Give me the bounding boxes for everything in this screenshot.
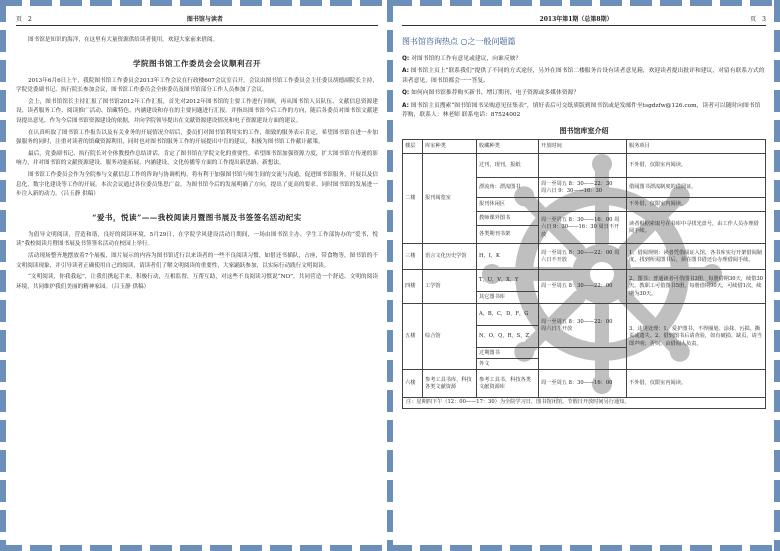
border-left: [0, 0, 6, 551]
right-page: [402, 14, 766, 539]
article2-paragraph: 为倡导文明阅读，营造和谐，良好的阅读环境，5月29日，在学院学风建设活动月期间，一场由图书馆主办、学生工作部协办的“爱书，悦读”我校阅读月暨图书展及书签签名活动在校园上举行。: [16, 231, 378, 248]
faq-question: [402, 89, 766, 98]
hours-cell: [539, 304, 627, 348]
hours-cell: 周一至周五 8：30——22：00: [539, 270, 627, 304]
service-cell: 1、借阅规则：读者凭借阅证入馆，各书库实行开架借阅制度，找到所需图书后，须在图书借还台办理借阅手续。: [627, 244, 766, 270]
library-rooms-table: [402, 139, 766, 398]
collection-cell: T，U，V，X，Y: [477, 270, 539, 292]
hours-cell: 周一至周五 8：30——16：00 周六日 9：30——16：30 周日不开放: [539, 212, 627, 244]
room-cell: 报刊阅览室: [423, 154, 477, 244]
hours-cell: [539, 154, 627, 178]
table-row: [403, 244, 766, 270]
border-middle: [387, 0, 393, 551]
left-page: [16, 14, 378, 539]
answer-text: 图书馆主页搜索“图书馆图书采购意见征集表”，填好表后可交纸质版到图书馆或是发邮件至tsgdzfw@126.com，读者可以随时向图书馆荐购，联系人：林老师 联系电话：87524002: [402, 102, 761, 119]
service-cell: 读者根据索取号在书库中寻找光盘号，由工作人员办理借阅手续。: [627, 212, 766, 244]
faq-answer: [402, 102, 766, 121]
library-table-wrap: [402, 126, 766, 409]
collection-cell: 过刊，现刊，报纸: [477, 154, 539, 178]
floor-cell: 五楼: [403, 304, 423, 370]
table-row: [403, 304, 766, 326]
question-text: 对图书馆的工作有意见或建议，向谁反映？: [411, 56, 522, 62]
service-cell: 不外借，仅限室内阅读。: [627, 370, 766, 398]
collection-cell: A，B，C，D，F，G: [477, 304, 539, 326]
room-cell: 参考工具书库、科技各类文献资源: [423, 370, 477, 398]
col-service: 服务项目: [627, 140, 766, 154]
right-page-header: [402, 14, 766, 26]
hours-cell: [539, 198, 627, 212]
collection-cell: 漂流角：漂流图书: [477, 178, 539, 198]
a-label: A:: [402, 102, 409, 109]
answer-text: 图书馆主页上“联系我们”提供了不同的方式途径，另外在图书馆二楼服务台设有读者意见箱，欢迎读者提出批评和建议，对留有联系方式的读者意见，图书馆都会一一答复。: [402, 68, 765, 84]
q-label: Q:: [402, 56, 410, 62]
service-cell: 2、图书：普通读者可借图书3册，每册借期30天，续借30天。教职工可借图书5册，每册借期90天，可续借1次，续期为30天。: [627, 270, 766, 304]
hours-cell: [539, 178, 627, 198]
library-table-title: 图书馆库室介绍: [559, 126, 609, 136]
floor-cell: 四楼: [403, 270, 423, 304]
hours-cell: [539, 348, 627, 370]
collection-cell: 其它图书库: [477, 292, 539, 304]
article2-title: “爱书，悦读”——我校阅读月暨图书展及书签签名活动纪实: [92, 212, 302, 222]
hours-line: 周一至周五 8：30——22：30: [541, 180, 613, 187]
article2-paragraph: 活动现场整齐地摆放着7个展板，图片展示的内容为图书馆近行以来读者的一些不良阅读习惯，如借还书插队，占座，带食物等，图书馆的不文明阅读现象，并引导读者正确使用自己的阅读，请读者们了解文明阅读的重要性，大家踊跃参加，以实际行动践行文明阅读。: [16, 252, 378, 269]
hours-line: 周一至周五 8：30——22：00: [541, 318, 613, 325]
question-text: 如何向图书馆推荐购买新书、增订期刊、电子资源或多媒体资源？: [411, 90, 580, 97]
room-cell: 工学馆: [423, 270, 477, 304]
border-right: [774, 0, 780, 551]
table-header-row: [403, 140, 766, 154]
article1-paragraph: 图书馆工作委员会作为全院参与文献信息工作的咨询与协调机构，将有利于加强图书馆与师生间的交流与沟通，促进图书馆服务，开展以及信息化、数字化建设等工作的开展。本次会议通过各位委员集思广益，为图书馆今后的发展明确了方向，提出了更高的要求。同时图书馆的发展进一步注入新的动力。（吕玉静 供稿）: [16, 171, 378, 198]
hours-line: 周六日 9：30——16：30: [541, 187, 603, 194]
col-hours: 开放时间: [539, 140, 627, 154]
collection-cell: 过期图书: [477, 348, 539, 359]
table-footnote: 注：星期四下午（12：00——17：30）为全院学习日，图书馆闭馆。节假日开放时间另行通知。: [402, 398, 766, 409]
hours-line: 周六日不开放: [541, 325, 573, 332]
service-cell: 不外借，仅限室内阅读。: [627, 154, 766, 178]
collection-cell: 外文: [477, 359, 539, 370]
floor-cell: 二楼: [403, 154, 423, 244]
collection-cell: H，I，K: [477, 244, 539, 270]
hours-cell: 周一至周五 8：30——16：00: [539, 370, 627, 398]
article2-paragraph: “文明阅读，你我我起”，让我们携起手来，积极行动，互相监督，互帮互助，对这些不良阅读习惯说“NO”，共同营造一个舒适、文明的阅读环境，共同维护我们美丽的精神家园。（吕玉静 供稿）: [16, 274, 378, 290]
room-cell: 语言文化历史学馆: [423, 244, 477, 270]
a-label: A:: [402, 68, 409, 75]
faq-section-title: 图书馆咨询热点 ○之一般问题篇: [402, 37, 516, 46]
service-cell: 借阅图书漂流制度的借阅证。: [627, 178, 766, 198]
collection-cell: N，O，Q，R，S，Z: [477, 326, 539, 348]
article1-title: 学院图书馆工作委员会会议顺利召开: [133, 58, 261, 68]
faq-question: [402, 55, 766, 64]
collection-cell: 报刊休闲区: [477, 198, 539, 212]
right-page-number: 页 3: [750, 16, 766, 23]
right-page-running-title: 2013年第1期（总第8期）: [539, 16, 613, 23]
col-room: 库室种类: [423, 140, 477, 154]
table-row: [403, 270, 766, 292]
intro-line: 图书馆是知识的海洋，在这里有大量资源供给读者使用。欢迎大家前来借阅。: [28, 37, 219, 43]
table-row: [403, 154, 766, 178]
collection-cell: 各类期刊书架: [477, 226, 539, 244]
left-page-header: [16, 14, 378, 26]
hours-cell: 周一至周五 8：30——22：00 周六日不开放: [539, 244, 627, 270]
col-floor: 楼层: [403, 140, 423, 154]
col-collection: 收藏种类: [477, 140, 539, 154]
table-row: [403, 370, 766, 398]
article1-paragraph: 在认真听取了图书馆工作报告以及有关业务的开展情况介绍后，委员们对图书馆利用实的工作，细致的服务表示肯定，希望图书馆在进一步加强服务的同时，注重对读者的馆藏资源利用，同时也对图书馆服务工作的开展提出中肯的建议，积极为图书馆工作献计献策。: [16, 129, 378, 146]
collection-cell: 教师课外图书: [477, 212, 539, 226]
q-label: Q:: [402, 90, 410, 97]
service-cell: 不外借，仅限室内阅读。: [627, 198, 766, 212]
floor-cell: 六楼: [403, 370, 423, 398]
room-cell: 综合馆: [423, 304, 477, 370]
floor-cell: 三楼: [403, 244, 423, 270]
faq-answer: [402, 67, 766, 86]
article1-paragraph: 2013年6月6日上午，我院图书馆工作委员会2013年工作会议在行政楼607会议室召开，会议由图书馆工作委员会主任委员胡德副院长主持，学院党委副书记、执行院长参加会议，图书馆工作委员会全体委员及图书馆部分工作人员参加了会议。: [16, 77, 378, 94]
left-page-number: 页 2: [16, 16, 32, 23]
article1-paragraph: 最后，党委副书记、执行院长对全体教授作总结讲话，肯定了图书馆在学院文化的重要性，希望图书馆加强资源力度，扩大图书馆方传递的影响力，并对图书馆的文献资源建设、服务功能拓展、内涵建设、文化传播等方面的工作提出新思路、新想法。: [16, 150, 378, 167]
left-page-running-title: 图书馆与读者: [186, 16, 223, 23]
collection-cell: 参考工具书，科技各类文献资源库: [477, 370, 539, 398]
article1-paragraph: 会上，图书馆馆长主持汇报了图书馆2012年工作汇报，首先对2012年图书馆的主要工作进行回顾，再从图书馆人员队伍、文献信息资源建设、读者服务工作、阅读推广活动、馆藏特色、内涵建设和存在的主要问题进行汇报。并指出图书馆今后工作的方向，随后各委员对图书馆文献建设提出意见，作为今后图书馆资源建设的依据，并向学院领导提出在文献资源建设情况和电子资源建设方面的建议。: [16, 98, 378, 124]
service-cell: 3、违规处理：1、爱护图书，不得圈划、涂抹、污损、撕页或遗失。2、借到图书后请查验，如有破损、缺页，请当即声明；否则，由借阅人负责。: [627, 304, 766, 370]
